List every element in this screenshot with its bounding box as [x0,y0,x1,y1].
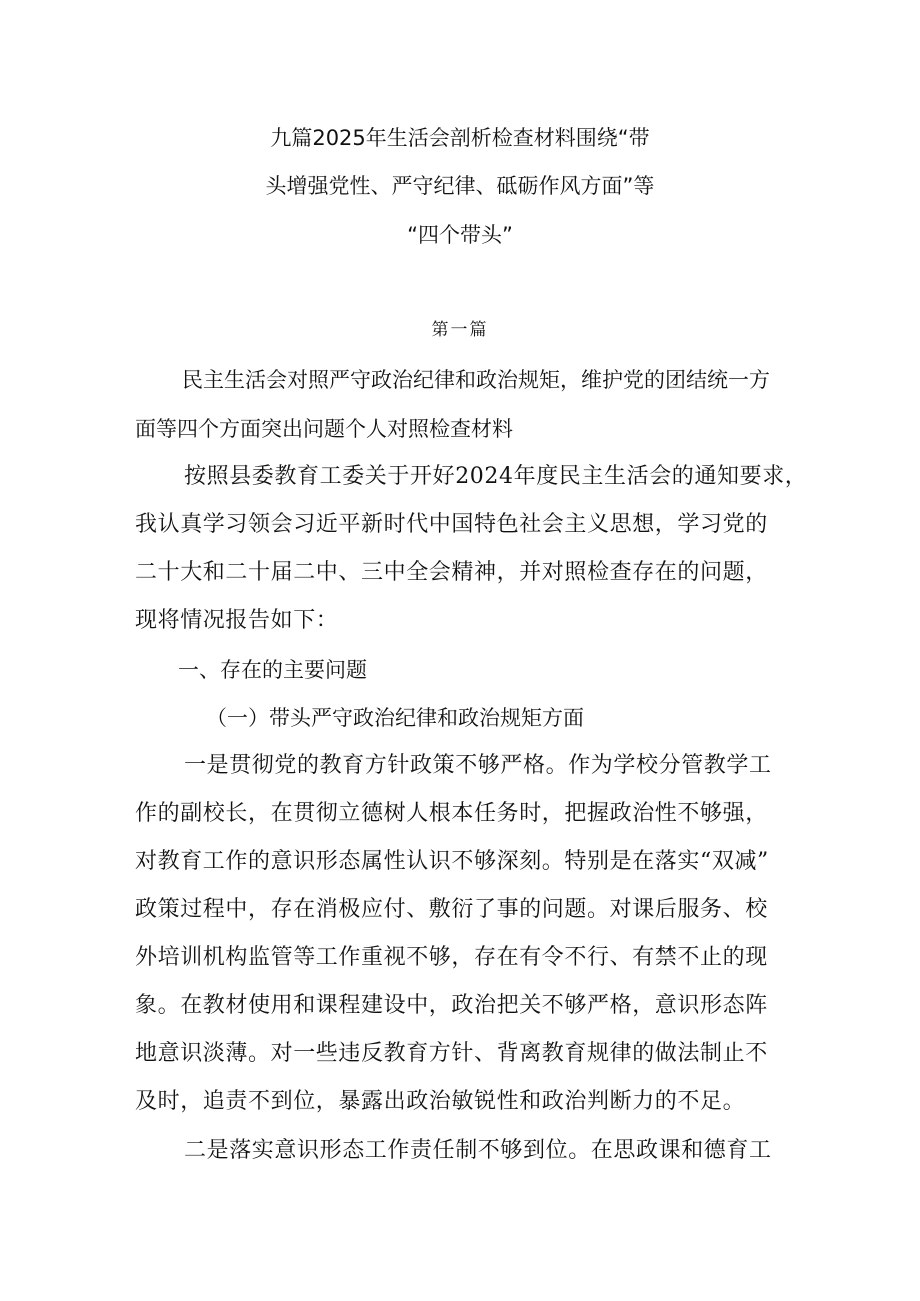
intro-line-3: 二十大和二十届二中、三中全会精神，并对照检查存在的问题， [135,560,768,585]
heading-problems: 一、存在的主要问题 [178,658,367,682]
para1-line-6: 象。在教材使用和课程建设中，政治把关不够严格，意识形态阵 [135,993,768,1018]
section-title-line-1: 民主生活会对照严守政治纪律和政治规矩，维护党的团结统一方 [182,368,770,392]
document-title-line-3: “四个带头” [407,223,513,247]
para1-line-3: 对教育工作的意识形态属性认识不够深刻。特别是在落实“双减” [135,849,769,874]
para1-line-7: 地意识淡薄。对一些违反教育方针、背离教育规律的做法制止不 [135,1041,768,1066]
para2-line-1: 二是落实意识形态工作责任制不够到位。在思政课和德育工 [184,1138,772,1163]
para1-line-5: 外培训机构监管等工作重视不够，存在有令不行、有禁不止的现 [135,945,768,970]
part-label: 第一篇 [431,320,489,340]
para1-line-2: 作的副校长，在贯彻立德树人根本任务时，把握政治性不够强， [135,801,768,826]
subheading-discipline: （一）带头严守政治纪律和政治规矩方面 [206,706,584,730]
intro-line-2: 我认真学习领会习近平新时代中国特色社会主义思想，学习党的 [135,512,768,537]
intro-line-4: 现将情况报告如下： [135,608,339,633]
intro-line-1: 按照县委教育工委关于开好2024年度民主生活会的通知要求， [184,464,808,489]
document-title-line-1: 九篇2025年生活会剖析检查材料围绕“带 [270,126,650,150]
para1-line-1: 一是贯彻党的教育方针政策不够严格。作为学校分管教学工 [184,753,772,778]
document-title-line-2: 头增强党性、严守纪律、砥砺作风方面”等 [265,174,655,198]
para1-line-4: 政策过程中，存在消极应付、敷衍了事的问题。对课后服务、校 [135,897,768,922]
section-title-line-2: 面等四个方面突出问题个人对照检查材料 [135,417,513,441]
para1-line-8: 及时，追责不到位，暴露出政治敏锐性和政治判断力的不足。 [135,1089,746,1114]
